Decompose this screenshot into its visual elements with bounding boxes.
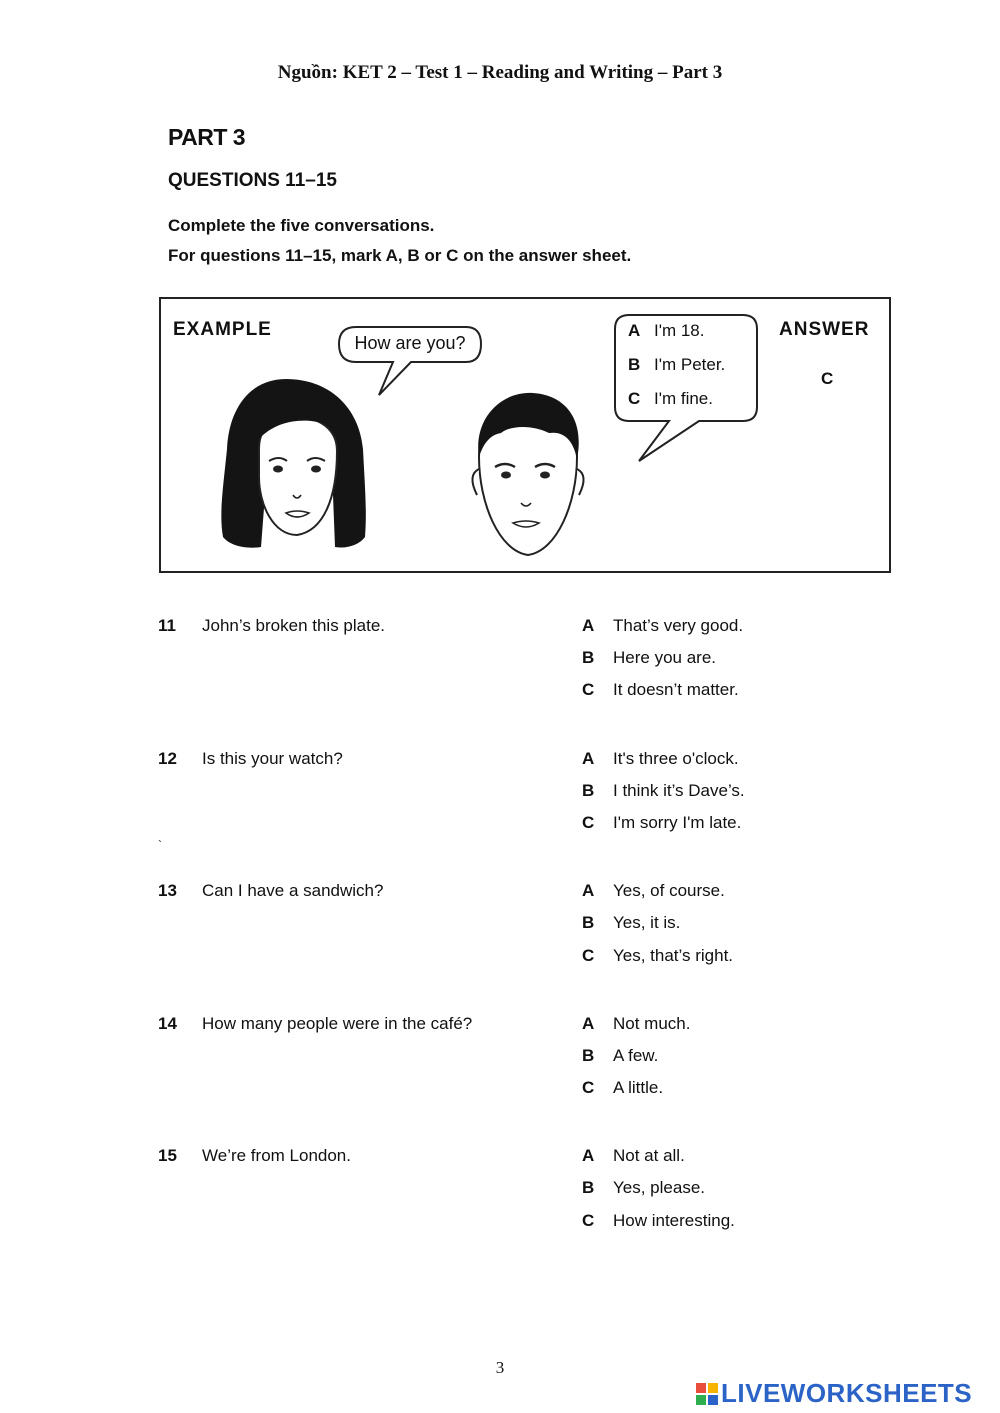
page-number: 3 xyxy=(495,1358,505,1377)
option-13-a[interactable]: A Yes, of course. xyxy=(582,881,725,900)
question-text-12: Is this your watch? xyxy=(202,749,343,768)
example-option-a: A I'm 18. xyxy=(628,321,705,340)
stray-mark: ` xyxy=(158,838,162,852)
example-option-b: B I'm Peter. xyxy=(628,355,726,374)
question-number-12: 12 xyxy=(158,749,177,768)
source-line: Nguồn: KET 2 – Test 1 – Reading and Writing – Part 3 xyxy=(277,62,723,83)
instruction-complete: Complete the five conversations. xyxy=(168,216,435,235)
brand-text: LIVEWORKSHEETS xyxy=(721,1378,973,1408)
question-number-13: 13 xyxy=(158,881,177,900)
woman-face-icon xyxy=(221,379,365,548)
part-title: PART 3 xyxy=(168,124,246,150)
brand-mark-icon xyxy=(696,1383,718,1405)
option-14-a[interactable]: A Not much. xyxy=(582,1014,691,1033)
option-13-c[interactable]: C Yes, that’s right. xyxy=(582,946,734,965)
option-11-a[interactable]: A That’s very good. xyxy=(582,616,744,635)
man-face-icon xyxy=(472,393,583,555)
answer-value: C xyxy=(821,369,834,388)
question-number-14: 14 xyxy=(158,1014,177,1033)
example-question: How are you? xyxy=(354,333,466,353)
option-12-a[interactable]: A It's three o'clock. xyxy=(582,749,739,768)
question-number-11: 11 xyxy=(158,616,176,635)
question-text-11: John’s broken this plate. xyxy=(202,616,386,635)
question-number-15: 15 xyxy=(158,1146,177,1165)
question-text-15: We’re from London. xyxy=(202,1146,351,1165)
example-label: EXAMPLE xyxy=(173,319,272,340)
option-13-b[interactable]: B Yes, it is. xyxy=(582,913,681,932)
liveworksheets-logo[interactable] xyxy=(696,1378,972,1409)
question-text-14: How many people were in the café? xyxy=(202,1014,473,1033)
example-option-c: C I'm fine. xyxy=(628,389,713,408)
option-14-b[interactable]: B A few. xyxy=(582,1046,659,1065)
option-15-c[interactable]: C How interesting. xyxy=(582,1211,735,1230)
option-15-a[interactable]: A Not at all. xyxy=(582,1146,685,1165)
option-14-c[interactable]: C A little. xyxy=(582,1078,664,1097)
instruction-mark: For questions 11–15, mark A, B or C on the answer sheet. xyxy=(168,246,632,265)
option-11-b[interactable]: B Here you are. xyxy=(582,648,716,667)
option-11-c[interactable]: C It doesn’t matter. xyxy=(582,680,739,699)
option-12-c[interactable]: C I'm sorry I'm late. xyxy=(582,813,742,832)
option-12-b[interactable]: B I think it’s Dave’s. xyxy=(582,781,745,800)
example-box xyxy=(159,297,891,573)
answer-label: ANSWER xyxy=(779,319,870,340)
questions-range: QUESTIONS 11–15 xyxy=(168,170,337,191)
question-text-13: Can I have a sandwich? xyxy=(202,881,384,900)
option-15-b[interactable]: B Yes, please. xyxy=(582,1178,705,1197)
